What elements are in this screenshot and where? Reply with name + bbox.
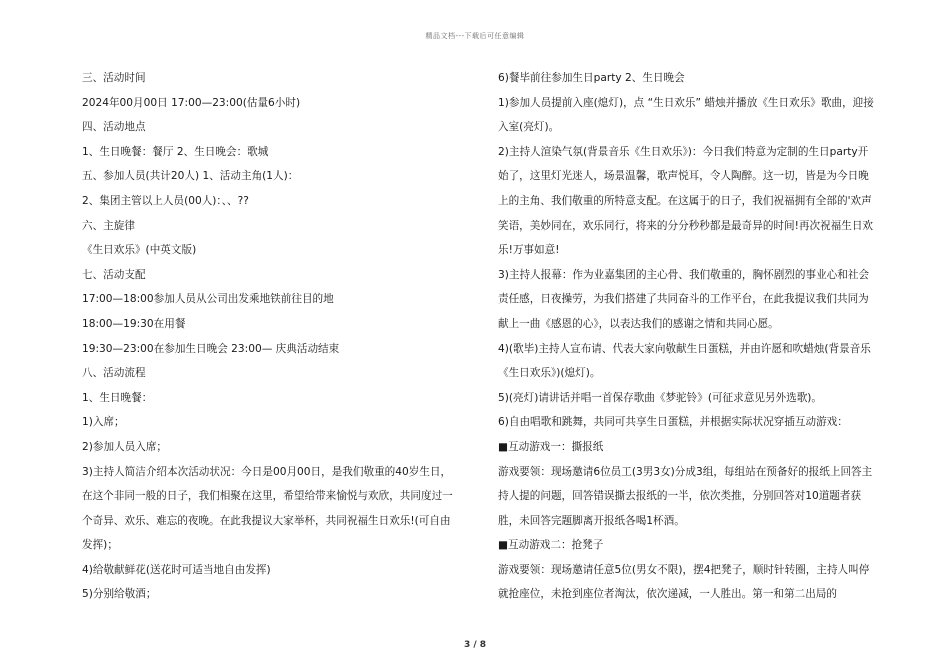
- paragraph: 18:00—19:30在用餐: [82, 317, 186, 330]
- page-header: 精品文档---下载后可任意编辑: [425, 32, 525, 40]
- paragraph: 3)主持人报幕：作为业嘉集团的主心骨、我们敬重的，胸怀剧烈的事业心和社会责任感，日夜操劳，为我们搭建了共同奋斗的工作平台，在此我提议我们共同为献上一曲《感恩的心》，以表达我们的感谢之情和共同心愿。: [498, 268, 870, 330]
- paragraph: 4)(歌毕)主持人宣布请、代表大家向敬献生日蛋糕，并由许愿和吹蜡烛(背景音乐《生日欢乐》)(熄灯)。: [498, 342, 871, 380]
- section-heading: ■互动游戏二：抢凳子: [498, 539, 604, 552]
- paragraph: 七、活动支配: [82, 268, 146, 281]
- paragraph: 17:00—18:00参加人员从公司出发乘地铁前往目的地: [82, 293, 334, 306]
- paragraph: 1)参加人员提前入座(熄灯)，点 “生日欢乐” 蜡烛并播放《生日欢乐》歌曲，迎接入室(亮灯)。: [498, 96, 874, 134]
- paragraph: 六、主旋律: [82, 219, 135, 232]
- paragraph: 五、参加人员(共计20人) 1、活动主角(1人)：: [82, 170, 299, 183]
- paragraph: 4)给敬献鲜花(送花时可适当地自由发挥): [82, 563, 271, 576]
- paragraph: 四、活动地点: [82, 121, 146, 134]
- paragraph: 2)参加人员入席；: [82, 440, 168, 453]
- paragraph: 5)(亮灯)请讲话并唱一首保存歌曲《梦驼铃》(可征求意见另外选歌)。: [498, 391, 823, 404]
- paragraph: 1、生日晚餐：餐厅 2、生日晚会：歌城: [82, 145, 269, 158]
- right-column: [498, 66, 878, 607]
- paragraph: 三、活动时间: [82, 72, 146, 84]
- paragraph: 八、活动流程: [82, 367, 146, 380]
- paragraph: 6)餐毕前往参加生日party 2、生日晚会: [498, 72, 685, 84]
- paragraph: 游戏要领：现场邀请6位员工(3男3女)分成3组，每组站在预备好的报纸上回答主持人提的问题，回答错误撕去报纸的一半，依次类推，分别回答对10道题者获胜，未回答完题脚离开报纸各喝1杯酒。: [498, 465, 873, 527]
- page-number: 3 / 8: [463, 640, 487, 650]
- left-column: [82, 66, 460, 607]
- paragraph: 19:30—23:00在参加生日晚会 23:00— 庆典活动结束: [82, 342, 340, 355]
- paragraph: 2、集团主管以上人员(00人)：、、??: [82, 194, 249, 207]
- paragraph: 2)主持人渲染气氛(背景音乐《生日欢乐》)：今日我们特意为定制的生日party开始了，这里灯光迷人，场景温馨，歌声悦耳，令人陶醉。这一切，皆是为今日晚上的主角、我们敬重的所特意支配。在这属于的日子，我们祝福拥有全部的'欢声笑语，美妙同在，欢乐同行，将来的分分秒秒都是最奇异的时间!再次祝福生日欢乐!万事如意!: [498, 145, 874, 257]
- paragraph: 2024年00月00日 17:00—23:00(估量6小时): [82, 96, 301, 109]
- paragraph: 1、生日晚餐：: [82, 391, 153, 404]
- paragraph: 《生日欢乐》(中英文版): [82, 244, 197, 257]
- paragraph: 游戏要领：现场邀请任意5位(男女不限)，摆4把凳子，顺时针转圈，主持人叫停就抢座位，未抢到座位者淘汰，依次递减，一人胜出。第一和第二出局的: [498, 563, 870, 601]
- paragraph: 1)入席；: [82, 416, 125, 429]
- paragraph: 3)主持人简洁介绍本次活动状况：今日是00月00日，是我们敬重的40岁生日，在这个非同一般的日子，我们相聚在这里，希望给带来愉悦与欢欣，共同度过一个奇异、欢乐、难忘的夜晚。在此我提议大家举杯，共同祝福生日欢乐!(可自由发挥)；: [82, 465, 453, 552]
- paragraph: 5)分别给敬酒；: [82, 588, 157, 601]
- section-heading: ■互动游戏一：撕报纸: [498, 440, 604, 453]
- paragraph: 6)自由唱歌和跳舞，共同可共享生日蛋糕，并根据实际状况穿插互动游戏：: [498, 416, 848, 429]
